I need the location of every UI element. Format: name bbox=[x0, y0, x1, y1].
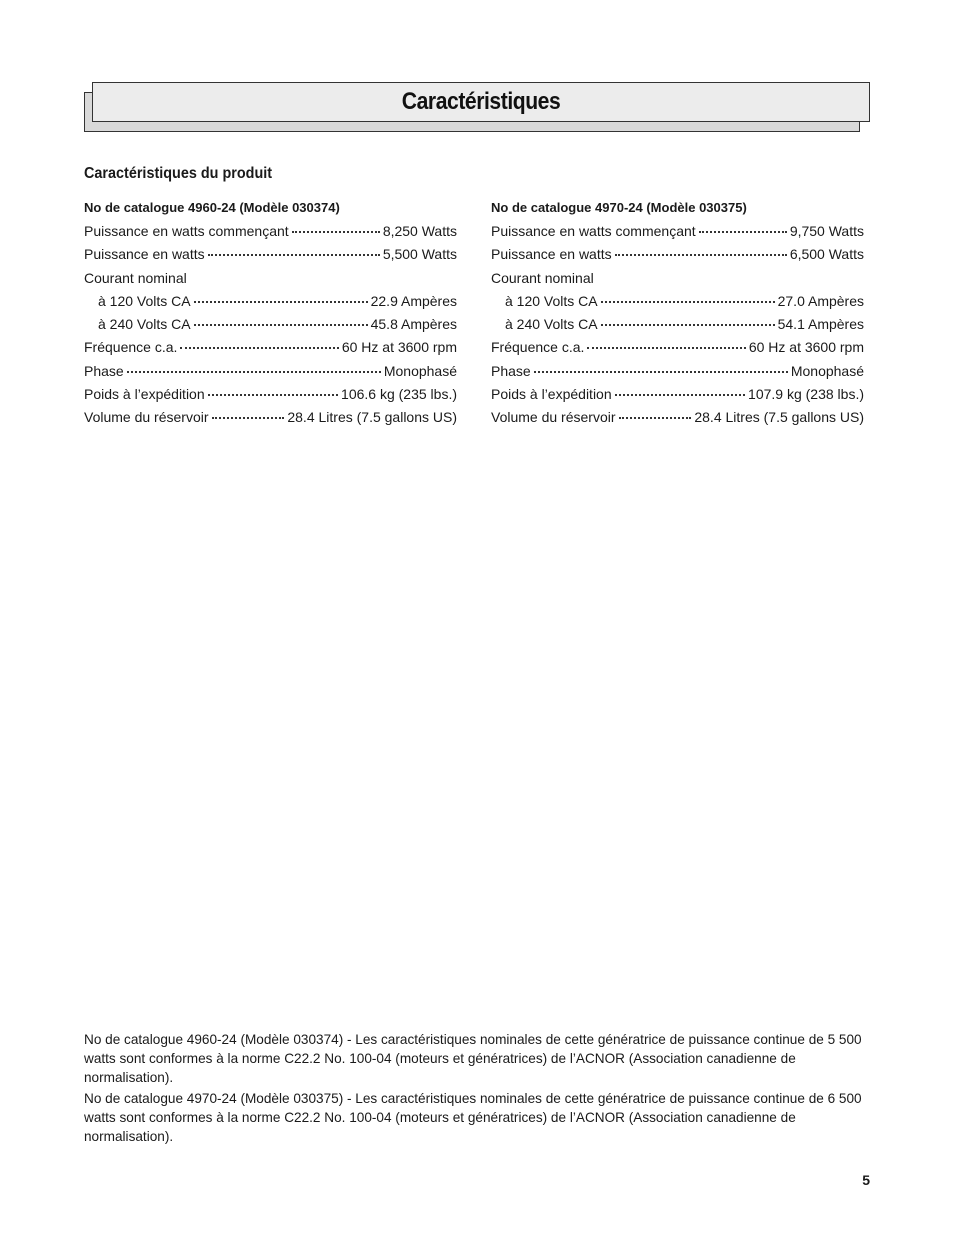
page-number: 5 bbox=[862, 1172, 870, 1188]
spec-label: Phase bbox=[84, 362, 124, 379]
dot-leader bbox=[194, 324, 368, 326]
spec-value: 60 Hz at 3600 rpm bbox=[341, 339, 457, 356]
spec-value: 5,500 Watts bbox=[382, 246, 457, 263]
spec-label: Courant nominal bbox=[491, 269, 594, 286]
spec-label: à 120 Volts CA bbox=[505, 292, 598, 309]
spec-row bbox=[84, 269, 457, 292]
dot-leader bbox=[601, 301, 775, 303]
title-banner bbox=[92, 82, 870, 122]
dot-leader bbox=[615, 254, 787, 256]
spec-value: Monophasé bbox=[383, 362, 457, 379]
spec-value: 45.8 Ampères bbox=[370, 316, 457, 333]
spec-row bbox=[84, 408, 457, 431]
spec-label: Phase bbox=[491, 362, 531, 379]
model-header: No de catalogue 4970-24 (Modèle 030375) bbox=[491, 200, 747, 215]
dot-leader bbox=[615, 394, 745, 396]
spec-row bbox=[491, 315, 864, 338]
dot-leader bbox=[127, 371, 381, 373]
spec-row bbox=[491, 269, 864, 292]
spec-label: Poids à l’expédition bbox=[491, 386, 612, 403]
model-header: No de catalogue 4960-24 (Modèle 030374) bbox=[84, 200, 340, 215]
model-column-left bbox=[84, 199, 457, 432]
spec-value: 22.9 Ampères bbox=[370, 292, 457, 309]
spec-row bbox=[84, 292, 457, 315]
spec-value: 8,250 Watts bbox=[382, 223, 457, 239]
spec-label: Puissance en watts commençant bbox=[84, 223, 289, 239]
dot-leader bbox=[194, 301, 368, 303]
spec-label: à 240 Volts CA bbox=[98, 316, 191, 333]
spec-label: Courant nominal bbox=[84, 269, 187, 286]
spec-row bbox=[491, 338, 864, 361]
spec-value: 106.6 kg (235 lbs.) bbox=[341, 386, 457, 403]
spec-label: Volume du réservoir bbox=[84, 409, 209, 426]
spec-label: Poids à l’expédition bbox=[84, 386, 205, 403]
spec-label: Fréquence c.a. bbox=[84, 339, 178, 356]
spec-row bbox=[491, 245, 864, 268]
dot-leader bbox=[601, 324, 775, 326]
spec-value: 60 Hz at 3600 rpm bbox=[748, 339, 864, 356]
spec-label: à 120 Volts CA bbox=[98, 292, 191, 309]
compliance-notes bbox=[84, 1030, 864, 1148]
spec-row bbox=[84, 315, 457, 338]
page-title: Caractéristiques bbox=[401, 88, 561, 115]
spec-list bbox=[84, 222, 457, 432]
spec-value: 27.0 Ampères bbox=[777, 292, 864, 309]
dot-leader bbox=[208, 394, 338, 396]
dot-leader bbox=[180, 347, 338, 349]
section-heading: Caractéristiques du produit bbox=[84, 165, 273, 182]
spec-label: à 240 Volts CA bbox=[505, 316, 598, 333]
spec-label: Volume du réservoir bbox=[491, 409, 616, 426]
spec-row bbox=[491, 408, 864, 431]
spec-row bbox=[84, 222, 457, 245]
spec-row bbox=[84, 338, 457, 361]
spec-row bbox=[491, 385, 864, 408]
compliance-note: No de catalogue 4960-24 (Modèle 030374) - Les caractéristiques nominales de cette génératrice de puissance continue de 5 500 watts sont conformes à la norme C22.2 No. 100-04 (moteurs et génératrices) de l’ACNOR (Association canadienne de normalisation). bbox=[84, 1032, 862, 1085]
spec-label: Puissance en watts bbox=[491, 246, 612, 263]
spec-row bbox=[84, 362, 457, 385]
spec-value: 9,750 Watts bbox=[789, 223, 864, 239]
compliance-note: No de catalogue 4970-24 (Modèle 030375) - Les caractéristiques nominales de cette génératrice de puissance continue de 6 500 watts sont conformes à la norme C22.2 No. 100-04 (moteurs et génératrices) de l’ACNOR (Association canadienne de normalisation). bbox=[84, 1091, 862, 1144]
dot-leader bbox=[699, 231, 787, 233]
spec-value: Monophasé bbox=[790, 362, 864, 379]
spec-value: 28.4 Litres (7.5 gallons US) bbox=[287, 409, 457, 426]
spec-row bbox=[491, 222, 864, 245]
spec-value: 107.9 kg (238 lbs.) bbox=[748, 386, 864, 403]
dot-leader bbox=[212, 417, 285, 419]
spec-value: 54.1 Ampères bbox=[777, 316, 864, 333]
dot-leader bbox=[619, 417, 692, 419]
spec-label: Fréquence c.a. bbox=[491, 339, 585, 356]
spec-list bbox=[491, 222, 864, 432]
dot-leader bbox=[292, 231, 380, 233]
dot-leader bbox=[534, 371, 788, 373]
spec-value: 28.4 Litres (7.5 gallons US) bbox=[694, 409, 864, 426]
spec-label: Puissance en watts commençant bbox=[491, 223, 696, 239]
spec-row bbox=[491, 292, 864, 315]
spec-label: Puissance en watts bbox=[84, 246, 205, 263]
model-column-right bbox=[491, 199, 864, 432]
spec-value: 6,500 Watts bbox=[789, 246, 864, 263]
dot-leader bbox=[208, 254, 380, 256]
spec-row bbox=[84, 385, 457, 408]
dot-leader bbox=[587, 347, 745, 349]
spec-row bbox=[84, 245, 457, 268]
spec-row bbox=[491, 362, 864, 385]
